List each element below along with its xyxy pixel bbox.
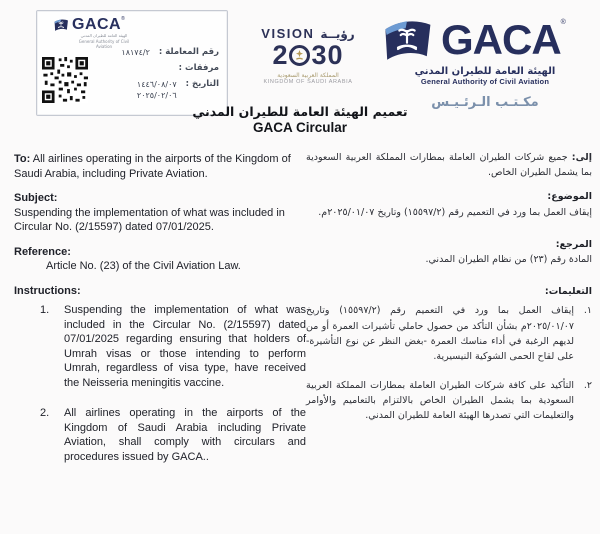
item-text: التأكيد على كافة شركات الطيران العاملة بمطارات المملكة العربية السعودية بما يشمل الطيران الخاص بالالتزام بالتعاميم والأوامر والتعليمات التي تصدرها الهيئة العامة للطيران المدني.: [306, 380, 574, 422]
office-of-the-president-text: مكـتـب الـرئـيـس: [431, 95, 539, 110]
item-text: Suspending the implementation of what was included in the Circular No. (2/15597) dated 07/01/2025 regarding ensuring that holders of Umrah visas or those intending to perform Umrah, regardless of visa type, have received the Neisseria meningitis vaccine.: [64, 304, 306, 389]
gaca-flag-icon: [380, 16, 434, 64]
vision-text-en: VISION: [261, 26, 315, 41]
attachments-label: مرفقات :: [178, 63, 219, 73]
item-number: ١.: [583, 305, 592, 317]
attachments-row: [121, 63, 219, 73]
circular-title: [0, 104, 600, 135]
vision-year-prefix: 2: [272, 40, 289, 70]
stamp-brand-text: GACA: [72, 16, 122, 33]
registry-stamp-box: [36, 10, 228, 116]
stamp-brand-subtitle-en: General Authority of Civil Aviation: [78, 38, 130, 50]
stamp-gaca-logo: [53, 16, 125, 34]
circular-title-en: GACA Circular: [252, 120, 348, 135]
date-label: التاريخ :: [185, 79, 219, 89]
transaction-number-label: رقم المعاملة :: [158, 47, 219, 57]
item-text: All airlines operating in the airports of the Kingdom of Saudi Arabia including Private Aviation, shall comply with circulars and procedures issued by GACA..: [64, 407, 306, 463]
item-number: 2.: [40, 407, 50, 420]
reference-text-en: Article No. (23) of the Civil Aviation Law.: [46, 260, 241, 273]
vision-2030-logo: [243, 26, 373, 85]
reference-label-ar: المرجع:: [555, 238, 592, 250]
gaca-flag-icon: [53, 18, 69, 32]
transaction-number-value: ١٨١٧٤/٢: [121, 47, 150, 57]
date-gregorian-value: ٢٠٢٥/٠٢/٠٦: [136, 91, 177, 100]
to-line-ar: [306, 150, 592, 180]
instruction-item-2-ar: [306, 378, 592, 424]
instruction-item-1-en: [14, 303, 306, 390]
instructions-label-ar: التعليمات:: [544, 286, 592, 298]
vision-year-2030: [243, 42, 373, 69]
subject-label-ar: الموضوع:: [547, 191, 592, 203]
vision-kingdom-en: KINGDOM OF SAUDI ARABIA: [263, 79, 353, 85]
gaca-logo: [380, 16, 590, 110]
instruction-item-1-ar: [306, 303, 592, 364]
circular-title-ar: تعميم الهيئة العامة للطيران المدني: [192, 104, 408, 119]
to-label-ar: إلى:: [571, 152, 592, 163]
to-text-ar: جميع شركات الطيران العاملة بمطارات المملكة العربية السعودية بما يشمل الطيران الخاص.: [306, 152, 592, 179]
to-text-en: All airlines operating in the airports of the Kingdom of Saudi Arabia, including Private Aviation.: [14, 153, 291, 180]
saudi-emblem-icon: [289, 45, 310, 66]
item-text: إيقاف العمل بما ورد في التعميم رقم (١٥٥٩٧/٢) وتاريخ ٢٠٢٥/٠١/٠٧م بشأن التأكد من حصول حاملي تأشيرات العمرة أو من لديهم الرغبة في أداء مناسك العمرة -بغض النظر عن نوع التأشيرة- على لقاح الحمى الشوكية النيسيرية.: [306, 305, 574, 362]
arabic-column: [306, 150, 592, 424]
reference-text-ar: المادة رقم (٢٣) من نظام الطيران المدني.: [425, 253, 592, 265]
qr-code-icon: [42, 57, 88, 103]
gaca-subtitle-ar: الهيئة العامة للطيران المدني: [414, 66, 556, 77]
instructions-label-en: Instructions:: [14, 284, 81, 297]
reference-label-en: Reference:: [14, 245, 71, 258]
stamp-fields: [121, 47, 219, 109]
subject-text-en: Suspending the implementation of what was included in Circular No. (2/15597) dated 07/01/2025.: [14, 206, 285, 234]
subject-text-ar: إيقاف العمل بما ورد في التعميم رقم (١٥٥٩٧/٢) وتاريخ ٢٠٢٥/٠١/٠٧م.: [318, 206, 592, 218]
registered-mark: ®: [560, 19, 566, 26]
item-number: 1.: [40, 304, 50, 317]
vision-text-ar: رؤيــة: [320, 27, 355, 41]
vision-kingdom-ar: المملكة العربية السعودية: [277, 72, 339, 79]
subject-label-en: Subject:: [14, 192, 58, 205]
to-label-en: To:: [14, 153, 31, 165]
vision-year-suffix: 30: [311, 40, 344, 70]
gaca-subtitle-en: General Authority of Civil Aviation: [420, 77, 550, 86]
transaction-number-row: [121, 47, 219, 57]
stamp-brand-subtitle-ar: الهيئة العامة للطيران المدني: [80, 33, 128, 38]
english-column: [14, 152, 306, 464]
date-row: [121, 79, 219, 103]
item-number: ٢.: [583, 380, 592, 392]
to-line-en: [14, 152, 306, 181]
instruction-item-2-en: [14, 406, 306, 464]
registered-mark: ®: [121, 16, 125, 22]
gaca-brand-text: GACA: [441, 16, 561, 63]
date-hijri-value: ١٤٤٦/٠٨/٠٧: [136, 79, 177, 89]
